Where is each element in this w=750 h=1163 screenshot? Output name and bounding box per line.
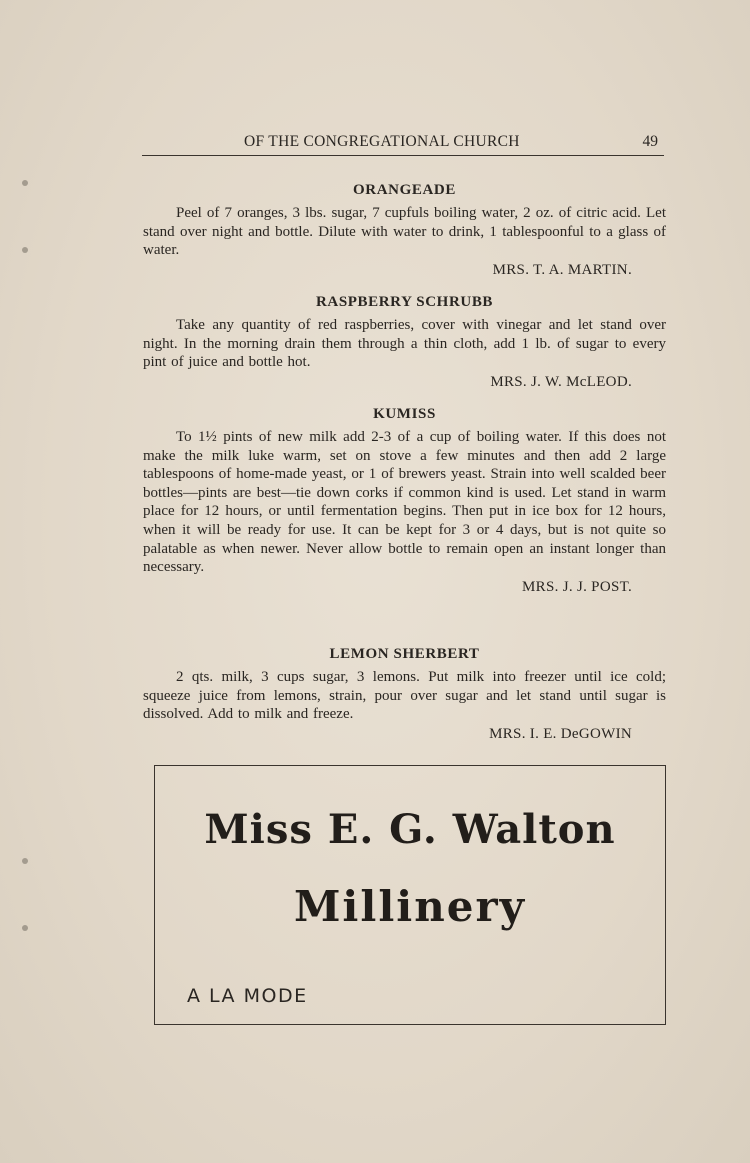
recipe-body: Peel of 7 oranges, 3 lbs. sugar, 7 cupfuls boiling water, 2 oz. of citric acid. Let stand over night and bottle. Dilute with water to drink, 1 tablespoonful to a glass of water. [143,205,666,259]
advertisement-tagline: A LA MODE [187,985,308,1007]
recipe-title: KUMISS [373,406,436,422]
recipe-body: Take any quantity of red raspberries, cover with vinegar and let stand over night. In the morning drain them through a thin cloth, add 1 lb. of sugar to every pint of juice and bottle hot. [143,317,666,371]
page-number: 49 [642,133,658,150]
recipe-raspberry-schrubb [143,292,666,391]
header-rule [142,155,664,156]
binding-hole-mark [22,925,28,931]
recipe-lemon-sherbert [143,644,666,743]
recipe-title: LEMON SHERBERT [329,646,480,662]
running-header-title: OF THE CONGREGATIONAL CHURCH [244,133,520,150]
recipe-author: MRS. J. J. POST. [522,578,632,595]
advertiser-business: Millinery [293,882,527,931]
recipe-author: MRS. J. W. McLEOD. [490,373,632,390]
recipe-author: MRS. T. A. MARTIN. [492,261,632,278]
recipe-title: RASPBERRY SCHRUBB [315,294,494,310]
recipe-title: ORANGEADE [353,182,456,198]
recipe-author: MRS. I. E. DeGOWIN [489,725,632,742]
running-header [142,133,662,155]
binding-hole-mark [22,858,28,864]
advertiser-name: Miss E. G. Walton [204,806,616,853]
millinery-advertisement [154,765,666,1025]
recipe-kumiss [143,404,666,596]
binding-hole-mark [22,180,28,186]
binding-hole-mark [22,247,28,253]
recipe-body: To 1½ pints of new milk add 2-3 of a cup of boiling water. If this does not make the milk luke warm, set on stove a few minutes and then add 2 large tablespoons of home-made yeast, or 1 of brewers yeast. Strain into well scalded beer bottles—pints are best—tie down corks if common kind is used. Let stand in warm place for 12 hours, or until fermentation begins. Then put in ice box for 12 hours, when it will be ready for use. It can be kept for 3 or 4 days, but is not quite so palatable as when newer. Never allow bottle to remain open an instant longer than necessary. [143,429,666,576]
recipe-body: 2 qts. milk, 3 cups sugar, 3 lemons. Put milk into freezer until ice cold; squeeze juice from lemons, strain, pour over sugar and let stand until sugar is dissolved. Add to milk and freeze. [143,669,666,723]
recipe-orangeade [143,180,666,279]
